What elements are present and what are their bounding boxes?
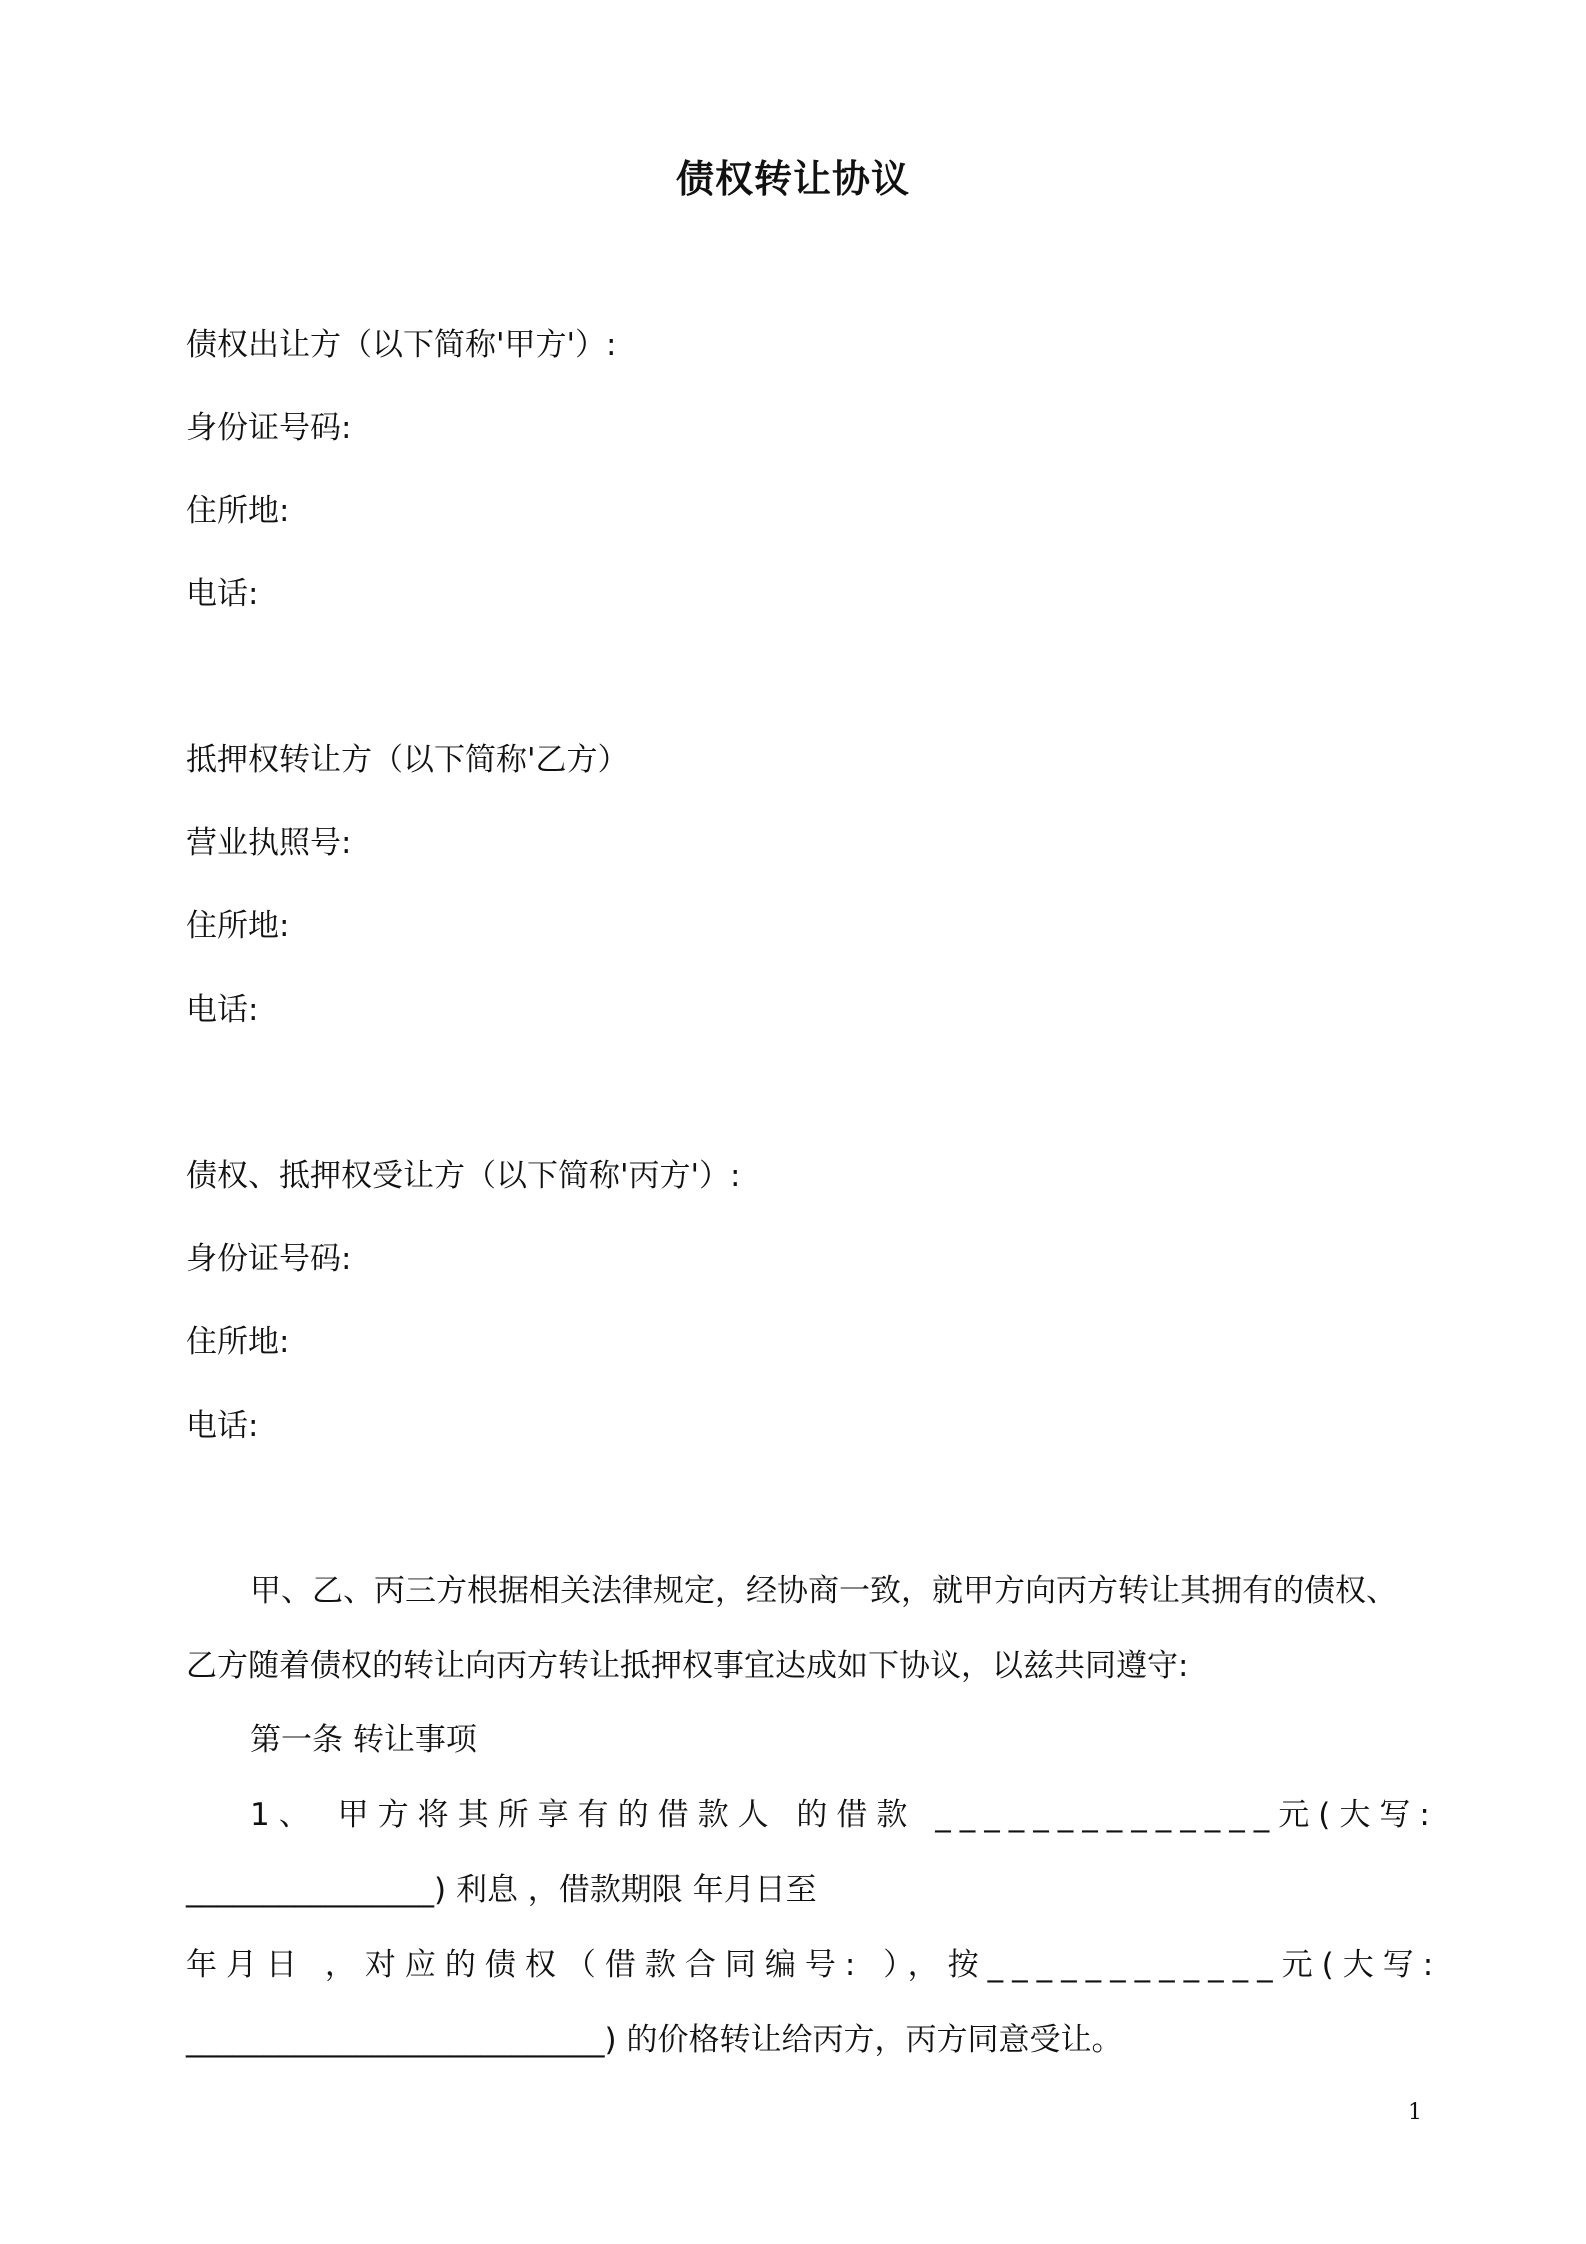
party-a-address-label: 住所地:	[186, 493, 290, 529]
article-1-item-1-line-1: 1、 甲方将其所享有的借款人 的借款 ______________元(大写:	[250, 1797, 1439, 1833]
party-b-address-label: 住所地:	[186, 908, 290, 944]
article-1-item-1-line-3: 年月日 ，对应的债权（借款合同编号: ），按____________元(大写:	[186, 1947, 1443, 1983]
party-a-phone-label: 电话:	[186, 576, 259, 612]
party-c-heading: 债权、抵押权受让方（以下简称'丙方'）:	[186, 1158, 741, 1194]
party-c-id-label: 身份证号码:	[186, 1241, 352, 1277]
preamble-line-2: 乙方随着债权的转让向丙方转让抵押权事宜达成如下协议，以兹共同遵守:	[186, 1648, 1189, 1684]
party-c-address-label: 住所地:	[186, 1324, 290, 1360]
article-1-heading: 第一条 转让事项	[250, 1722, 477, 1758]
party-b-phone-label: 电话:	[186, 992, 259, 1028]
article-1-item-1-line-2: ________________) 利息 ，借款期限 年月日至	[186, 1872, 817, 1908]
article-1-item-1-line-4: ___________________________) 的价格转让给丙方，丙方同意受让。	[186, 2022, 1123, 2058]
party-b-license-label: 营业执照号:	[186, 825, 352, 861]
document-title: 债权转让协议	[675, 157, 910, 201]
preamble-line-1: 甲、乙、丙三方根据相关法律规定，经协商一致，就甲方向丙方转让其拥有的债权、	[250, 1573, 1397, 1609]
page-number: 1	[1408, 2100, 1422, 2125]
party-b-heading: 抵押权转让方（以下简称'乙方）	[186, 742, 629, 778]
party-c-phone-label: 电话:	[186, 1408, 259, 1444]
party-a-id-label: 身份证号码:	[186, 410, 352, 446]
party-a-heading: 债权出让方（以下简称'甲方'）:	[186, 327, 617, 363]
